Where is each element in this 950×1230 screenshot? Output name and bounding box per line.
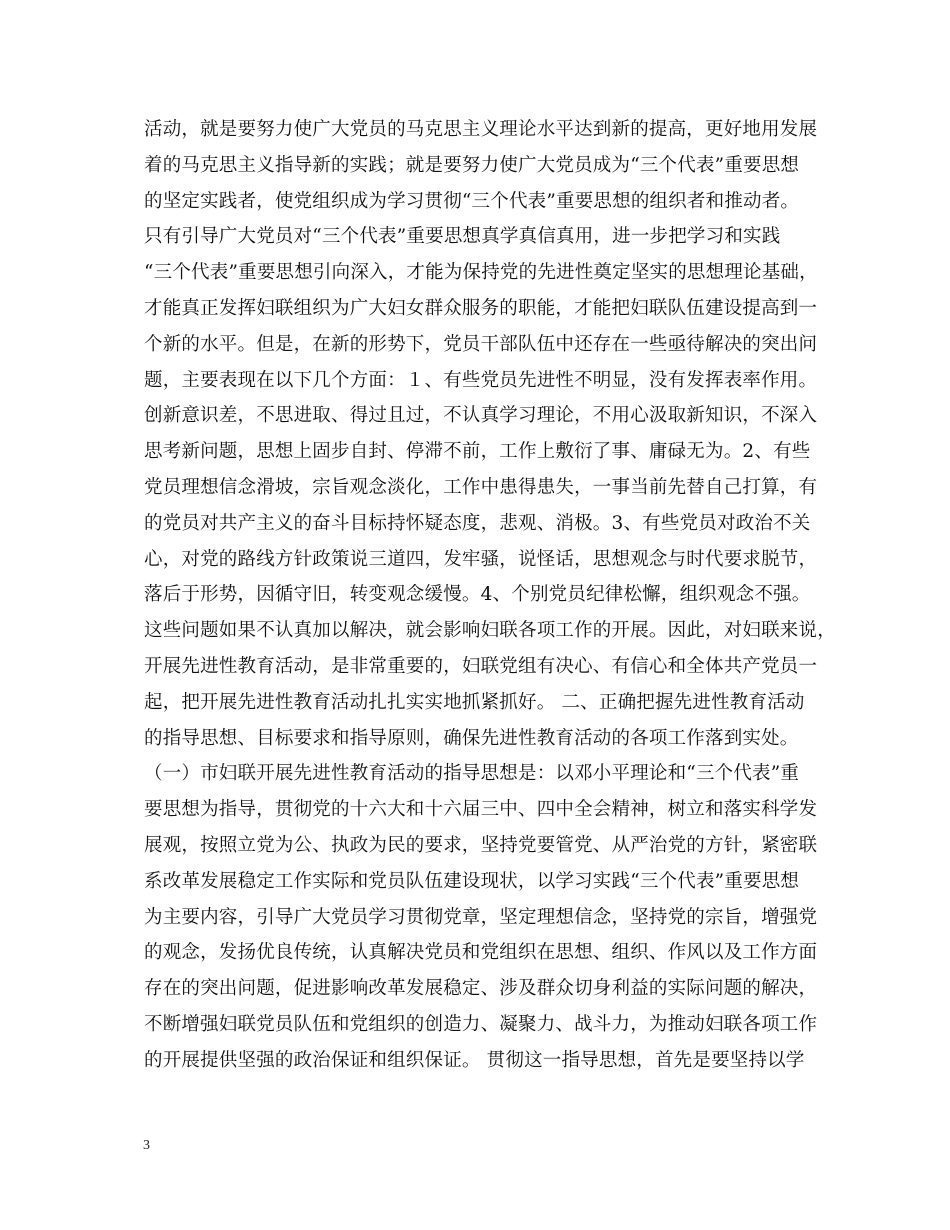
- text-line: 为主要内容，引导广大党员学习贯彻党章，坚定理想信念，坚持党的宗旨，增强党: [144, 906, 818, 928]
- text-line: （一）市妇联开展先进性教育活动的指导思想是：以邓小平理论和“三个代表”重: [144, 763, 800, 785]
- body-text: [144, 112, 836, 1079]
- text-line: 才能真正发挥妇联组织为广大妇女群众服务的职能，才能把妇联队伍建设提高到一: [144, 297, 818, 319]
- text-line: 创新意识差，不思进取、得过且过，不认真学习理论，不用心汲取新知识，不深入: [144, 405, 818, 427]
- text-line: 的观念，发扬优良传统，认真解决党员和党组织在思想、组织、作风以及工作方面: [144, 942, 818, 964]
- text-line: 只有引导广大党员对“三个代表”重要思想真学真信真用，进一步把学习和实践: [144, 226, 781, 248]
- text-line: 存在的突出问题，促进影响改革发展稳定、涉及群众切身利益的实际问题的解决，: [144, 978, 818, 1000]
- text-line: 开展先进性教育活动，是非常重要的，妇联党组有决心、有信心和全体共产党员一: [144, 655, 818, 677]
- page-number: 3: [143, 1138, 150, 1153]
- text-line: 的坚定实践者，使党组织成为学习贯彻“三个代表”重要思想的组织者和推动者。: [144, 190, 800, 212]
- text-line: 心，对党的路线方针政策说三道四，发牢骚，说怪话，思想观念与时代要求脱节，: [144, 548, 818, 570]
- text-line: 不断增强妇联党员队伍和党组织的创造力、凝聚力、战斗力，为推动妇联各项工作: [144, 1013, 818, 1035]
- text-line: 展观，按照立党为公、执政为民的要求，坚持党要管党、从严治党的方针，紧密联: [144, 834, 818, 856]
- text-line: 这些问题如果不认真加以解决，就会影响妇联各项工作的开展。因此，对妇联来说，: [144, 620, 836, 642]
- text-line: 个新的水平。但是，在新的形势下，党员干部队伍中还存在一些亟待解决的突出问: [144, 333, 818, 355]
- text-line: 党员理想信念滑坡，宗旨观念淡化，工作中患得患失，一事当前先替自己打算，有: [144, 476, 818, 498]
- text-line: 着的马克思主义指导新的实践；就是要努力使广大党员成为“三个代表”重要思想: [144, 154, 800, 176]
- text-line: 的党员对共产主义的奋斗目标持怀疑态度，悲观、消极。3、有些党员对政治不关: [144, 512, 811, 534]
- text-line: 落后于形势，因循守旧，转变观念缓慢。4、个别党员纪律松懈，组织观念不强。: [144, 584, 811, 606]
- text-line: 系改革发展稳定工作实际和党员队伍建设现状，以学习实践“三个代表”重要思想: [144, 870, 800, 892]
- text-line: 要思想为指导，贯彻党的十六大和十六届三中、四中全会精神，树立和落实科学发: [144, 799, 818, 821]
- text-line: 思考新问题，思想上固步自封、停滞不前，工作上敷衍了事、庸碌无为。2、有些: [144, 441, 811, 463]
- text-line: “三个代表”重要思想引向深入，才能为保持党的先进性奠定坚实的思想理论基础，: [144, 262, 818, 284]
- text-line: 的开展提供坚强的政治保证和组织保证。 贯彻这一指导思想，首先是要坚持以学: [144, 1049, 805, 1071]
- text-line: 题，主要表现在以下几个方面：１、有些党员先进性不明显，没有发挥表率作用。: [144, 369, 818, 391]
- text-line: 的指导思想、目标要求和指导原则，确保先进性教育活动的各项工作落到实处。: [144, 727, 799, 749]
- text-line: 起，把开展先进性教育活动扎扎实实地抓紧抓好。 二、正确把握先进性教育活动: [144, 691, 805, 713]
- text-line: 活动，就是要努力使广大党员的马克思主义理论水平达到新的提高，更好地用发展: [144, 119, 818, 140]
